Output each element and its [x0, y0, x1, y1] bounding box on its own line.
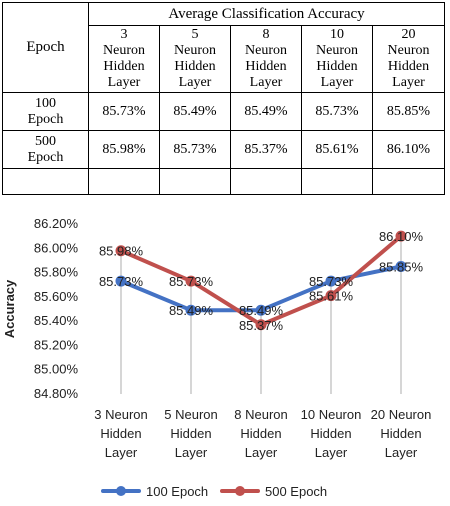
row-label: 100 Epoch [3, 93, 89, 131]
table-cell: 85.49% [231, 93, 302, 131]
table-cell: 86.10% [373, 131, 445, 169]
y-tick-label: 85.80% [33, 264, 78, 280]
x-tick-label: Hidden [380, 426, 422, 441]
table-cell [160, 169, 231, 195]
y-tick-label: 86.20% [33, 216, 78, 231]
x-tick-label: Hidden [100, 426, 142, 441]
x-tick-label: Hidden [170, 426, 212, 441]
legend-marker [235, 486, 245, 496]
column-header: 10 Neuron Hidden Layer [302, 26, 373, 93]
table-cell: 85.49% [160, 93, 231, 131]
table-cell: 85.98% [89, 131, 160, 169]
y-tick-label: 85.00% [33, 361, 78, 377]
column-header: 20 Neuron Hidden Layer [373, 26, 445, 93]
data-label: 85.73% [308, 274, 354, 290]
table-cell: 85.73% [160, 131, 231, 169]
y-tick-label: 84.80% [33, 386, 78, 401]
data-label: 85.37% [238, 317, 284, 333]
x-tick-label: 8 Neuron [234, 407, 288, 422]
x-tick-label: Layer [314, 445, 348, 460]
table-cell: 85.73% [89, 93, 160, 131]
epoch-header: Epoch [3, 3, 89, 93]
table-cell [231, 169, 302, 195]
data-label: 85.73% [98, 274, 144, 290]
data-label: 86.10% [378, 229, 424, 245]
table-cell: 85.61% [302, 131, 373, 169]
y-tick-label: 85.20% [33, 337, 78, 353]
row-label: 500 Epoch [3, 131, 89, 169]
x-tick-label: Layer [174, 445, 208, 460]
table-cell [3, 169, 89, 195]
x-tick-label: 20 Neuron [370, 407, 432, 422]
accuracy-line-chart [0, 212, 450, 506]
x-tick-label: 10 Neuron [300, 407, 362, 422]
data-label: 85.61% [308, 288, 354, 304]
group-header: Average Classification Accuracy [89, 3, 445, 26]
accuracy-table [2, 2, 445, 195]
column-header: 3 Neuron Hidden Layer [89, 26, 160, 93]
legend-label: 500 Epoch [265, 484, 328, 499]
data-label: 85.49% [238, 303, 284, 319]
y-tick-label: 86.00% [33, 240, 78, 256]
data-label: 85.73% [168, 274, 214, 290]
data-label: 85.85% [378, 259, 424, 275]
x-tick-label: Layer [244, 445, 278, 460]
x-tick-label: Layer [384, 445, 418, 460]
x-tick-label: Hidden [310, 426, 352, 441]
x-tick-label: Hidden [240, 426, 282, 441]
y-tick-label: 85.60% [33, 288, 78, 304]
y-axis-title: Accuracy [2, 279, 17, 339]
legend-marker [116, 486, 126, 496]
table-cell: 85.85% [373, 93, 445, 131]
x-tick-label: 3 Neuron [94, 407, 148, 422]
x-tick-label: Layer [104, 445, 138, 460]
table-row [3, 131, 445, 169]
table-cell: 85.73% [302, 93, 373, 131]
table-row [3, 169, 445, 195]
table-cell [373, 169, 445, 195]
table-cell [89, 169, 160, 195]
table-cell [302, 169, 373, 195]
legend-label: 100 Epoch [146, 484, 209, 499]
table-row [3, 93, 445, 131]
x-tick-label: 5 Neuron [164, 407, 218, 422]
data-label: 85.98% [98, 243, 144, 259]
data-label: 85.49% [168, 303, 214, 319]
column-header: 5 Neuron Hidden Layer [160, 26, 231, 93]
y-tick-label: 85.40% [33, 313, 78, 329]
column-header: 8 Neuron Hidden Layer [231, 26, 302, 93]
table-cell: 85.37% [231, 131, 302, 169]
